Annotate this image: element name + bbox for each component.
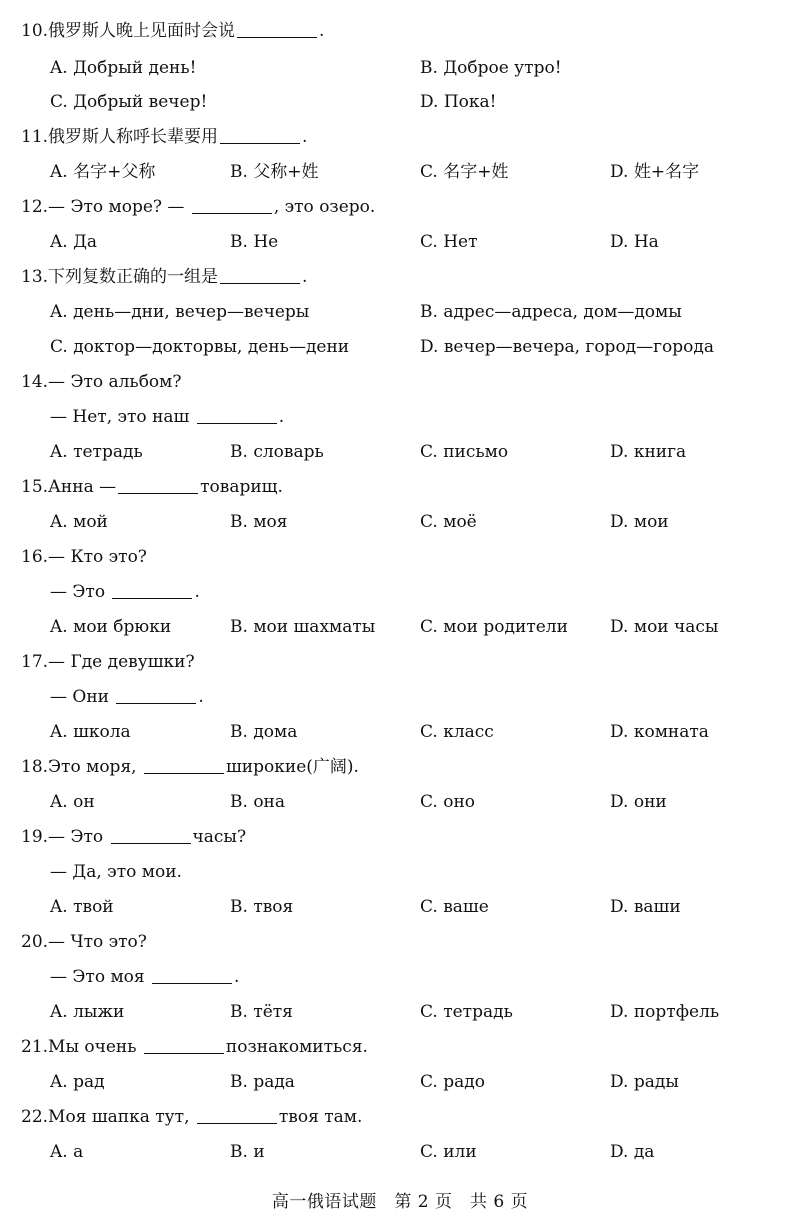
option-d: D. рады [610,1072,679,1092]
answer-blank [197,405,277,424]
answer-blank [116,685,196,704]
question-18-stem: 18.Это моря, широкие(广阔). [21,757,359,777]
option-d: D. да [610,1142,655,1162]
question-number: 19. [21,827,49,847]
option-b: B. дома [230,722,298,742]
option-c: C. ваше [420,897,489,917]
option-c: C. моё [420,512,477,532]
option-b: B. Не [230,232,279,252]
question-number: 13. [21,267,49,287]
question-11-stem: 11.俄罗斯人称呼长辈要用 . [21,127,308,147]
option-c: C. класс [420,722,494,742]
question-number: 12. [21,197,49,217]
question-20-reply: — Это моя . [50,967,240,987]
option-a: A. лыжи [50,1002,125,1022]
question-19-stem: 19.— Это часы? [21,827,247,847]
option-a: A. мой [50,512,108,532]
question-17-reply: — Они . [50,687,204,707]
answer-blank [112,580,192,599]
question-14-reply: — Нет, это наш . [50,407,285,427]
option-b: B. она [230,792,286,812]
answer-blank [197,1105,277,1124]
option-b: B. моя [230,512,288,532]
option-b: B. адрес—адреса, дом—домы [420,302,682,322]
option-c: C. оно [420,792,476,812]
question-number: 22. [21,1107,49,1127]
option-b: B. мои шахматы [230,617,376,637]
answer-blank [152,965,232,984]
option-c: C. радо [420,1072,485,1092]
option-c: C. 名字+姓 [420,162,509,182]
answer-blank [220,265,300,284]
option-b: B. тётя [230,1002,293,1022]
option-d: D. Пока! [420,92,497,112]
answer-blank [192,195,272,214]
option-c: C. тетрадь [420,1002,513,1022]
option-c: C. или [420,1142,477,1162]
option-b: B. 父称+姓 [230,162,319,182]
option-d: D. На [610,232,659,252]
option-a: A. день—дни, вечер—вечеры [50,302,310,322]
question-number: 16. [21,547,49,567]
question-12-stem: 12.— Это море? — , это озеро. [21,197,376,217]
question-number: 18. [21,757,49,777]
option-a: A. твой [50,897,114,917]
option-b: B. и [230,1142,265,1162]
option-a: A. Да [50,232,98,252]
option-d: D. книга [610,442,687,462]
option-a: A. школа [50,722,131,742]
question-number: 10. [21,21,49,41]
option-c: C. Добрый вечер! [50,92,208,112]
option-d: D. 姓+名字 [610,162,700,182]
answer-blank [237,19,317,38]
question-21-stem: 21.Мы очень познакомиться. [21,1037,368,1057]
option-b: B. Доброе утро! [420,58,562,78]
question-14-stem: 14.— Это альбом? [21,372,182,392]
question-number: 20. [21,932,49,952]
answer-blank [118,475,198,494]
option-b: B. твоя [230,897,294,917]
option-a: A. а [50,1142,84,1162]
question-number: 15. [21,477,49,497]
question-number: 21. [21,1037,49,1057]
answer-blank [144,755,224,774]
option-d: D. мои часы [610,617,719,637]
option-a: A. Добрый день! [50,58,197,78]
question-15-stem: 15.Анна — товарищ. [21,477,283,497]
answer-blank [220,125,300,144]
option-b: B. рада [230,1072,295,1092]
option-a: A. рад [50,1072,105,1092]
question-20-stem: 20.— Что это? [21,932,147,952]
answer-blank [144,1035,224,1054]
option-c: C. мои родители [420,617,568,637]
question-10-stem: 10.俄罗斯人晚上见面时会说 . [21,21,325,41]
option-d: D. вечер—вечера, город—города [420,337,715,357]
option-a: A. 名字+父称 [50,162,156,182]
option-d: D. портфель [610,1002,720,1022]
option-d: D. комната [610,722,709,742]
option-a: A. мои брюки [50,617,172,637]
option-c: C. письмо [420,442,509,462]
question-17-stem: 17.— Где девушки? [21,652,195,672]
question-number: 14. [21,372,49,392]
page-footer: 高一俄语试题 第 2 页 共 6 页 [271,1192,529,1212]
question-16-reply: — Это . [50,582,200,602]
question-22-stem: 22.Моя шапка тут, твоя там. [21,1107,363,1127]
option-a: A. тетрадь [50,442,143,462]
option-d: D. они [610,792,667,812]
option-a: A. он [50,792,95,812]
question-19-reply: — Да, это мои. [50,862,182,882]
question-16-stem: 16.— Кто это? [21,547,147,567]
option-c: C. доктор—докторвы, день—дени [50,337,350,357]
question-number: 17. [21,652,49,672]
question-number: 11. [21,127,49,147]
option-b: B. словарь [230,442,324,462]
option-c: C. Нет [420,232,478,252]
option-d: D. мои [610,512,669,532]
option-d: D. ваши [610,897,681,917]
question-13-stem: 13.下列复数正确的一组是 . [21,267,308,287]
answer-blank [111,825,191,844]
